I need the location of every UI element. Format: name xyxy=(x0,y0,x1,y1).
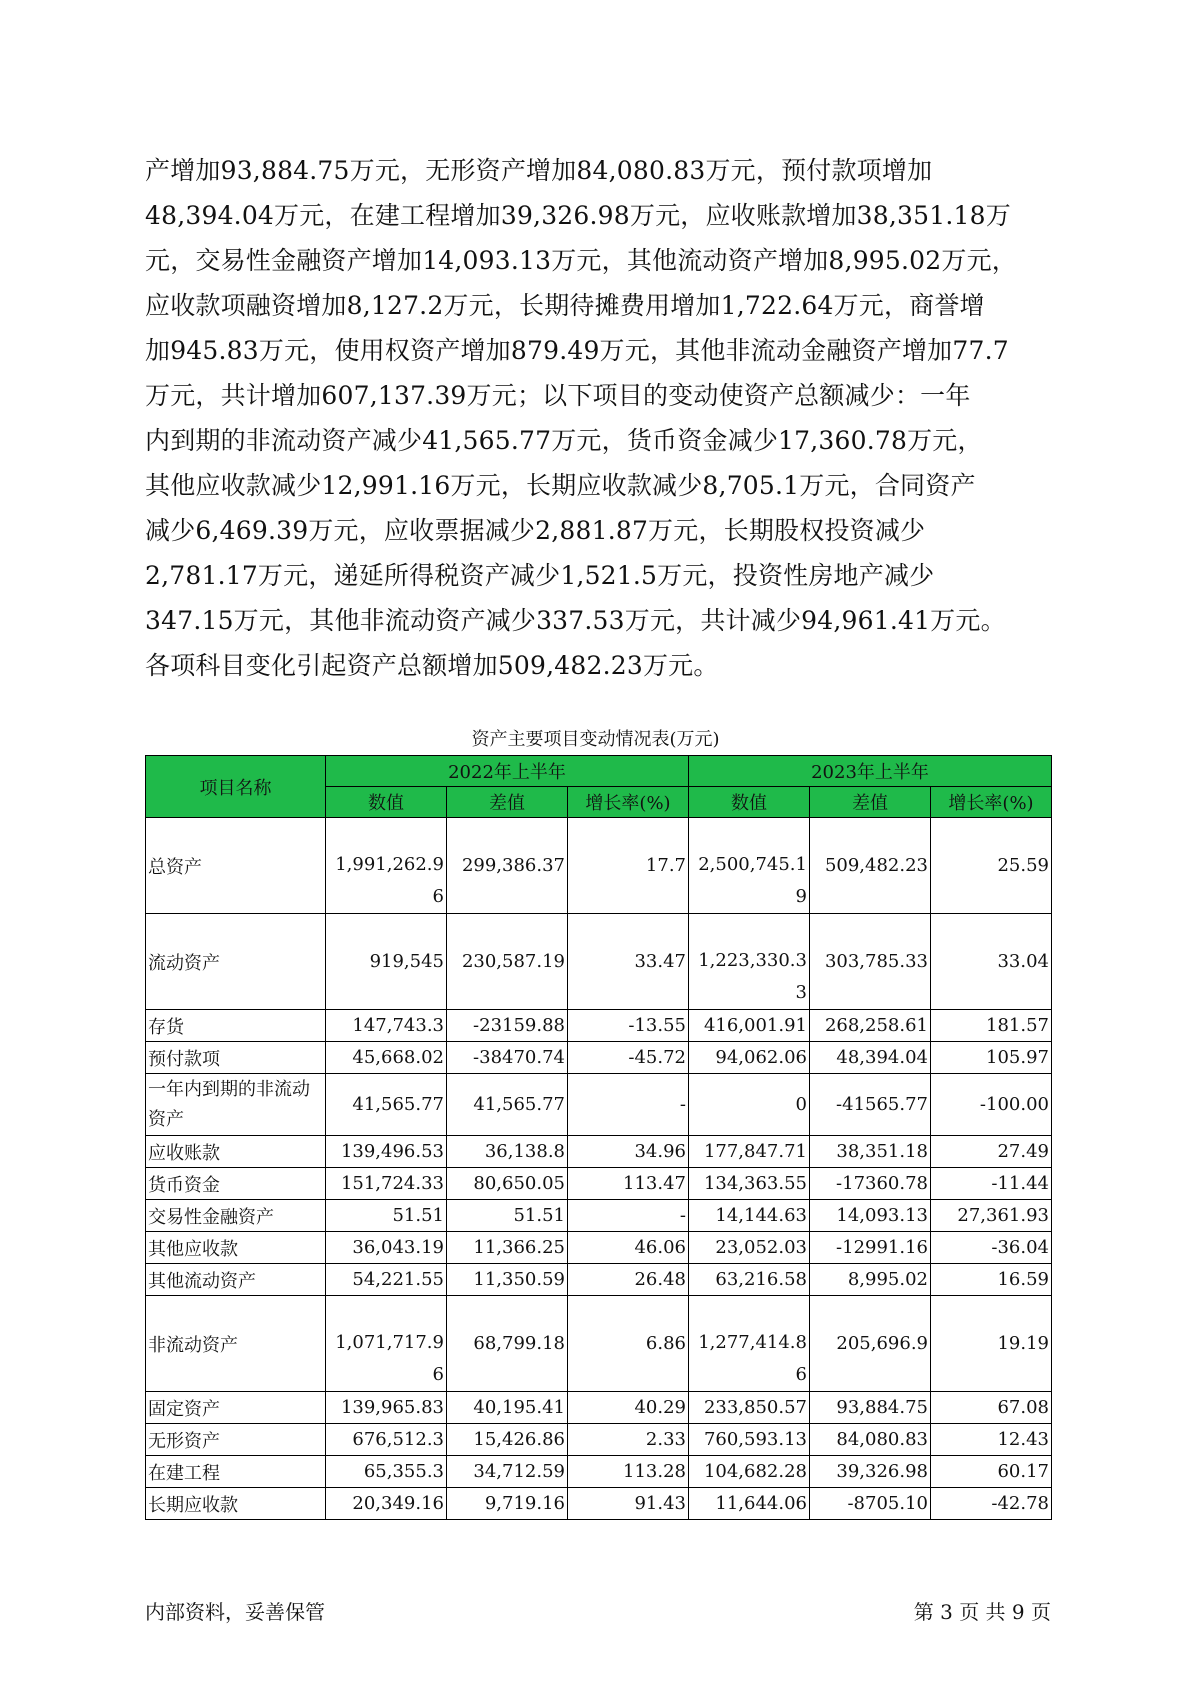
cell-value-2023: 233,850.57 xyxy=(689,1392,810,1424)
row-name: 货币资金 xyxy=(146,1168,326,1200)
cell-growth-2022: 113.28 xyxy=(568,1456,689,1488)
cell-growth-2022: 26.48 xyxy=(568,1264,689,1296)
cell-diff-2022: 36,138.8 xyxy=(447,1136,568,1168)
body-paragraph xyxy=(145,148,1055,688)
cell-growth-2023: 16.59 xyxy=(931,1264,1052,1296)
cell-growth-2022: - xyxy=(568,1074,689,1136)
cell-growth-2022: 17.7 xyxy=(568,818,689,914)
cell-value-2023: 1,223,330.33 xyxy=(689,914,810,1010)
cell-diff-2023: 39,326.98 xyxy=(810,1456,931,1488)
table-row xyxy=(146,1074,1052,1136)
paragraph-line: 347.15万元，其他非流动资产减少337.53万元，共计减少94,961.41万元。 xyxy=(145,606,1006,635)
cell-value-2023: 0 xyxy=(689,1074,810,1136)
cell-growth-2022: -45.72 xyxy=(568,1042,689,1074)
cell-growth-2023: -36.04 xyxy=(931,1232,1052,1264)
cell-growth-2022: 34.96 xyxy=(568,1136,689,1168)
cell-diff-2023: -12991.16 xyxy=(810,1232,931,1264)
cell-value-2022: 51.51 xyxy=(326,1200,447,1232)
cell-diff-2023: 93,884.75 xyxy=(810,1392,931,1424)
cell-diff-2022: 299,386.37 xyxy=(447,818,568,914)
cell-diff-2022: 15,426.86 xyxy=(447,1424,568,1456)
row-name: 交易性金融资产 xyxy=(146,1200,326,1232)
table-row xyxy=(146,1168,1052,1200)
cell-growth-2023: 27.49 xyxy=(931,1136,1052,1168)
paragraph-line: 产增加93,884.75万元，无形资产增加84,080.83万元，预付款项增加 xyxy=(145,156,933,185)
cell-value-2022: 65,355.3 xyxy=(326,1456,447,1488)
row-name: 无形资产 xyxy=(146,1424,326,1456)
cell-value-2022: 147,743.3 xyxy=(326,1010,447,1042)
cell-value-2022: 151,724.33 xyxy=(326,1168,447,1200)
cell-value-2022: 54,221.55 xyxy=(326,1264,447,1296)
cell-growth-2022: 40.29 xyxy=(568,1392,689,1424)
cell-diff-2022: 9,719.16 xyxy=(447,1488,568,1520)
row-name: 长期应收款 xyxy=(146,1488,326,1520)
table-row xyxy=(146,1200,1052,1232)
cell-growth-2022: 6.86 xyxy=(568,1296,689,1392)
cell-value-2023: 416,001.91 xyxy=(689,1010,810,1042)
cell-value-2022: 1,071,717.96 xyxy=(326,1296,447,1392)
cell-value-2022: 919,545 xyxy=(326,914,447,1010)
table-row xyxy=(146,1232,1052,1264)
cell-diff-2023: 14,093.13 xyxy=(810,1200,931,1232)
cell-value-2023: 1,277,414.86 xyxy=(689,1296,810,1392)
cell-value-2022: 139,496.53 xyxy=(326,1136,447,1168)
cell-diff-2022: -23159.88 xyxy=(447,1010,568,1042)
footer-confidential-note: 内部资料，妥善保管 xyxy=(145,1600,325,1624)
cell-value-2022: 1,991,262.96 xyxy=(326,818,447,914)
paragraph-line: 加945.83万元，使用权资产增加879.49万元，其他非流动金融资产增加77.7 xyxy=(145,336,1009,365)
cell-value-2022: 41,565.77 xyxy=(326,1074,447,1136)
header-value: 数值 xyxy=(326,787,447,818)
paragraph-line: 2,781.17万元，递延所得税资产减少1,521.5万元，投资性房地产减少 xyxy=(145,561,935,590)
cell-diff-2023: 205,696.9 xyxy=(810,1296,931,1392)
row-name: 一年内到期的非流动资产 xyxy=(146,1074,326,1136)
paragraph-line: 内到期的非流动资产减少41,565.77万元，货币资金减少17,360.78万元， xyxy=(145,426,983,455)
cell-diff-2023: 303,785.33 xyxy=(810,914,931,1010)
table-row xyxy=(146,1424,1052,1456)
header-growth: 增长率(%) xyxy=(568,787,689,818)
cell-value-2023: 2,500,745.19 xyxy=(689,818,810,914)
cell-growth-2023: -42.78 xyxy=(931,1488,1052,1520)
cell-value-2023: 177,847.71 xyxy=(689,1136,810,1168)
cell-diff-2023: 38,351.18 xyxy=(810,1136,931,1168)
cell-diff-2022: 40,195.41 xyxy=(447,1392,568,1424)
cell-value-2023: 134,363.55 xyxy=(689,1168,810,1200)
row-name: 固定资产 xyxy=(146,1392,326,1424)
row-name: 总资产 xyxy=(146,818,326,914)
cell-growth-2023: -100.00 xyxy=(931,1074,1052,1136)
row-name: 流动资产 xyxy=(146,914,326,1010)
cell-diff-2022: 80,650.05 xyxy=(447,1168,568,1200)
table-row xyxy=(146,1010,1052,1042)
cell-diff-2023: 48,394.04 xyxy=(810,1042,931,1074)
cell-value-2022: 36,043.19 xyxy=(326,1232,447,1264)
header-value: 数值 xyxy=(689,787,810,818)
cell-value-2022: 20,349.16 xyxy=(326,1488,447,1520)
header-diff: 差值 xyxy=(447,787,568,818)
cell-growth-2022: -13.55 xyxy=(568,1010,689,1042)
cell-growth-2022: 113.47 xyxy=(568,1168,689,1200)
header-year-2022: 2022年上半年 xyxy=(326,756,689,787)
row-name: 存货 xyxy=(146,1010,326,1042)
cell-diff-2022: 41,565.77 xyxy=(447,1074,568,1136)
cell-value-2022: 45,668.02 xyxy=(326,1042,447,1074)
cell-diff-2022: 11,350.59 xyxy=(447,1264,568,1296)
cell-diff-2023: 8,995.02 xyxy=(810,1264,931,1296)
cell-growth-2022: 46.06 xyxy=(568,1232,689,1264)
cell-growth-2023: 181.57 xyxy=(931,1010,1052,1042)
row-name: 其他流动资产 xyxy=(146,1264,326,1296)
table-row xyxy=(146,1392,1052,1424)
cell-value-2022: 676,512.3 xyxy=(326,1424,447,1456)
paragraph-line: 应收款项融资增加8,127.2万元，长期待摊费用增加1,722.64万元，商誉增 xyxy=(145,291,985,320)
table-row xyxy=(146,1488,1052,1520)
cell-growth-2023: 33.04 xyxy=(931,914,1052,1010)
cell-growth-2023: -11.44 xyxy=(931,1168,1052,1200)
cell-value-2023: 94,062.06 xyxy=(689,1042,810,1074)
paragraph-line: 万元，共计增加607,137.39万元；以下项目的变动使资产总额减少：一年 xyxy=(145,381,971,410)
cell-diff-2023: 84,080.83 xyxy=(810,1424,931,1456)
cell-value-2023: 760,593.13 xyxy=(689,1424,810,1456)
cell-growth-2023: 105.97 xyxy=(931,1042,1052,1074)
table-row xyxy=(146,1296,1052,1392)
header-year-2023: 2023年上半年 xyxy=(689,756,1052,787)
table-row xyxy=(146,1264,1052,1296)
paragraph-line: 48,394.04万元，在建工程增加39,326.98万元，应收账款增加38,351.18万 xyxy=(145,201,1011,230)
table-row xyxy=(146,914,1052,1010)
paragraph-line: 减少6,469.39万元，应收票据减少2,881.87万元，长期股权投资减少 xyxy=(145,516,926,545)
cell-growth-2023: 19.19 xyxy=(931,1296,1052,1392)
cell-diff-2022: 34,712.59 xyxy=(447,1456,568,1488)
paragraph-line: 其他应收款减少12,991.16万元，长期应收款减少8,705.1万元，合同资产 xyxy=(145,471,976,500)
paragraph-line: 元，交易性金融资产增加14,093.13万元，其他流动资产增加8,995.02万元， xyxy=(145,246,1017,275)
cell-growth-2023: 27,361.93 xyxy=(931,1200,1052,1232)
row-name: 在建工程 xyxy=(146,1456,326,1488)
row-name: 非流动资产 xyxy=(146,1296,326,1392)
cell-diff-2023: 509,482.23 xyxy=(810,818,931,914)
header-item-name: 项目名称 xyxy=(146,756,326,818)
table-row xyxy=(146,1456,1052,1488)
cell-value-2023: 11,644.06 xyxy=(689,1488,810,1520)
cell-growth-2023: 25.59 xyxy=(931,818,1052,914)
cell-diff-2023: -8705.10 xyxy=(810,1488,931,1520)
cell-diff-2022: -38470.74 xyxy=(447,1042,568,1074)
header-growth: 增长率(%) xyxy=(931,787,1052,818)
cell-growth-2023: 12.43 xyxy=(931,1424,1052,1456)
table-row xyxy=(146,1042,1052,1074)
cell-diff-2022: 68,799.18 xyxy=(447,1296,568,1392)
cell-growth-2022: - xyxy=(568,1200,689,1232)
cell-value-2023: 104,682.28 xyxy=(689,1456,810,1488)
cell-growth-2023: 60.17 xyxy=(931,1456,1052,1488)
cell-value-2023: 23,052.03 xyxy=(689,1232,810,1264)
table-row xyxy=(146,1136,1052,1168)
cell-diff-2022: 51.51 xyxy=(447,1200,568,1232)
cell-diff-2023: -41565.77 xyxy=(810,1074,931,1136)
cell-value-2022: 139,965.83 xyxy=(326,1392,447,1424)
cell-diff-2023: -17360.78 xyxy=(810,1168,931,1200)
cell-growth-2022: 2.33 xyxy=(568,1424,689,1456)
row-name: 预付款项 xyxy=(146,1042,326,1074)
table-row xyxy=(146,818,1052,914)
cell-growth-2023: 67.08 xyxy=(931,1392,1052,1424)
cell-growth-2022: 33.47 xyxy=(568,914,689,1010)
paragraph-line: 各项科目变化引起资产总额增加509,482.23万元。 xyxy=(145,651,719,680)
row-name: 其他应收款 xyxy=(146,1232,326,1264)
cell-diff-2023: 268,258.61 xyxy=(810,1010,931,1042)
cell-diff-2022: 230,587.19 xyxy=(447,914,568,1010)
header-diff: 差值 xyxy=(810,787,931,818)
cell-diff-2022: 11,366.25 xyxy=(447,1232,568,1264)
footer-page-number: 第 3 页 共 9 页 xyxy=(913,1600,1051,1624)
row-name: 应收账款 xyxy=(146,1136,326,1168)
cell-growth-2022: 91.43 xyxy=(568,1488,689,1520)
table-caption: 资产主要项目变动情况表(万元) xyxy=(471,729,720,750)
cell-value-2023: 63,216.58 xyxy=(689,1264,810,1296)
asset-change-table xyxy=(145,755,1052,1520)
cell-value-2023: 14,144.63 xyxy=(689,1200,810,1232)
